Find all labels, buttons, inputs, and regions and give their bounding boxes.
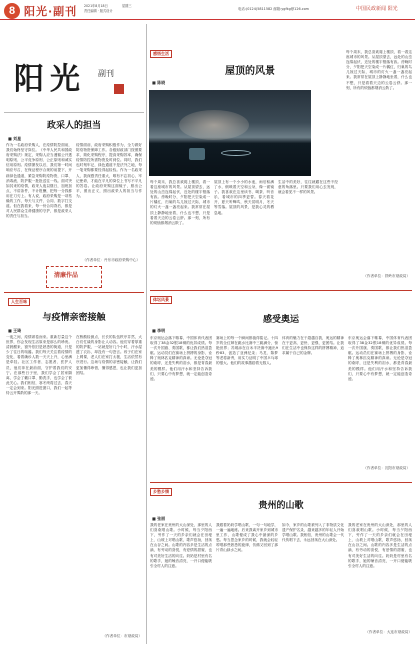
article-tag: 感悟生活	[150, 50, 172, 58]
article-tag: 乡愁乡情	[150, 488, 172, 496]
column-divider	[146, 24, 147, 644]
article-note: （作者单位：市财政局）	[102, 634, 142, 638]
divider	[150, 482, 412, 483]
article-body-col2: 赛场上的每一个瞬间都值得铭记。十四岁的全红婵在跳水比赛中三跳满分，惊艳世界；苏炳添在百米半决赛中跑出9秒83，创造了亚洲纪录；马龙、陈梦等老将新秀，用实力证明了中国乒乓球的强大。他们的故事激励着无数人。	[216, 336, 278, 366]
article-body: 每个周末，我总喜欢爬上楼顶，看一看这座城市的风景。从屋顶望去，远处的山峦连绵起伏，近处的楼宇错落有致。傍晚时分，夕阳把天空染成一片橘红，归巢的鸟儿掠过天际，城市的灯火一盏一盏亮起来。我常常在屋顶上静静地坐着，什么也不想，只是看着天边的云卷云舒。那一刻，所有的烦恼都烟消云散了。	[150, 180, 210, 225]
banner-title: 阳光	[14, 62, 86, 97]
article-note: （作者单位：沈阳市财政局）	[363, 466, 410, 470]
article-body-col3: 体育的魅力在于超越自我，奥运的精神在于更高、更快、更强、更团结。让我们在生活中也保持这样的拼搏精神，追求属于自己的金牌。	[282, 336, 344, 356]
article-headline: 屋顶的风景	[225, 66, 275, 77]
page-number-badge: 8	[4, 3, 20, 19]
contact-line: 电话:(0124)5811582 邮箱:ygfkg@126.com	[238, 7, 309, 11]
article-body-col2: 在核酸检测点，长长的队伍秩序井然，大白们忙碌的身影让人动容。他们穿着厚重的防护服，一站就是好几个小时，汗水湿透了衣衫，却没有一句怨言。孩子们在家上网课，老人们在家打太极，生活依然有序进行。这场与疫情的亲密接触，让我们更加懂得珍惜，懂得感恩，也让我们更加团结。	[76, 335, 142, 375]
article-body-col2: 屋顶上有一个小小的水池，雨后积满了水，倒映着天空和云朵，像一面镜子。我喜欢在这里读书、喝茶、听音乐，看城市的四季更替。春天看花开，夏天听蝉鸣，秋天赏明月，冬天等雪落。屋顶的风景，是我心灵的栖息地。	[214, 180, 274, 215]
section-banner	[4, 24, 144, 108]
article-body: 一夜之间，疫情席卷而来。重新打量这个世界，你会发现生活原来是那么的珍贵。清晨醒来，窗外依旧是熟悉的街道，只是少了往日的喧嚣。我们每天关注着疫情的变化，看着确诊人数一天天上升，心里满是牵挂。社区工作者、志愿者、医护人员，他们冲在最前面，守护着我们的安宁。在那些日子里，我们学会了居家隔离，学会了戴口罩、勤洗手，也学会了彼此关心。我们相信，寒冬终将过去，春天一定会到来。阳光照进窗口，我们一起等待云开雾散的那一天。	[6, 335, 72, 396]
article-headline: 政采人的担当	[46, 121, 101, 131]
article-headline: 贵州的山歌	[258, 501, 304, 511]
article-tag: 人生百味	[8, 298, 30, 306]
article-body-col4: 每个周末，我总喜欢爬上楼顶，看一看这座城市的风景。从屋顶望去，远处的山峦连绵起伏，近处的楼宇错落有致。傍晚时分，夕阳把天空染成一片橘红，归巢的鸟儿掠过天际，城市的灯火一盏一盏亮起来。我常常在屋顶上静静地坐着，什么也不想，只是看着天边的云卷云舒。那一刻，所有的烦恼都烟消云散了。	[346, 50, 412, 90]
article-body-col2: 疫情面前，政府采购积极作为，全力做好防疫物资保障工作。各级财政部门按照要求，简化采购程序，提高采购效率，确保疫情防控所需物资及时到位。同时，我们也时刻牢记，绿色通道不是法外之地，每一笔采购都要经得起检验。作为一名政采人，我深感责任重大，唯有不忘初心，牢记使命，才能在平凡的岗位上书写不平凡的答卷。让政府采购这面镜子，照出公平，照出正义，照出政采人的担当与作为。	[76, 143, 142, 198]
divider	[150, 290, 412, 291]
article-byline: ■ 李明	[152, 328, 166, 333]
photo-reflection	[189, 148, 205, 160]
article-byline: ■ 陈晓	[152, 80, 166, 85]
article-byline: ■ 刘星	[8, 136, 22, 141]
article-body-col4: 东京奥运会落下帷幕，中国体育代表团取得了38金32银18铜的优异成绩。每一次升国旗、奏国歌，都让我们热泪盈眶。运动员们在赛场上拼搏的身影，诠释了奥林匹克精神的真谛。无论是夺冠的欢呼，还是失利的泪水，都是青春最美的模样。他们用汗水和坚持告诉我们，只要心中有梦想，就一定能创造奇迹。	[348, 336, 412, 381]
seal-icon	[114, 84, 124, 94]
section-title: 阳光·副刊	[24, 5, 78, 18]
article-byline: ■ 王琦	[8, 328, 22, 333]
article-headline: 感受奥运	[262, 315, 299, 325]
article-body: 作为一名政府采购人，在疫情防控面前，我们始终坚守岗位。《中华人民共和国政府采购法》规定，采购人应当遵循公开透明原则、公平竞争原则、公正原则和诚实信用原则。疫情暴发以后，我们第一时间响应号召，在保证程序合规的前提下，开辟绿色通道，紧急采购防疫物资，口罩、消毒液、防护服一批批送往一线。面对突如其来的疫情，政采人夜以继日，加班加点，不讲条件，不计报酬，把每一分钱都用在刀刃上。有人说，政府采购是一项枯燥的工作，每天与文件、合同、数字打交道。但在我看来，每一份合同背后，都是对人民群众生命健康的守护，都是政采人的责任与担当。	[6, 143, 72, 219]
article-headline: 与疫情亲密接触	[42, 313, 106, 323]
article-byline: ■ 张丽	[152, 516, 166, 521]
stamp-text: 清廉作品	[54, 272, 79, 279]
article-body: 东京奥运会落下帷幕，中国体育代表团取得了38金32银18铜的优异成绩。每一次升国旗、奏国歌，都让我们热泪盈眶。运动员们在赛场上拼搏的身影，诠释了奥林匹克精神的真谛。无论是夺冠的欢呼，还是失利的泪水，都是青春最美的模样。他们用汗水和坚持告诉我们，只要心中有梦想，就一定能创造奇迹。	[150, 336, 212, 381]
issue-weekday: 星期三	[122, 4, 132, 8]
article-body-col4: 我的老家在贵州的大山深处，那里的人们喜欢唱山歌。小时候，每当夕阳西下，劳作了一天的乡亲们就会在田埂上、山坡上对唱山歌，歌声悠扬，回荡在山谷之间。山歌的内容多是生活的点滴，有劳动的喜悦，有爱情的甜蜜，也有对美好生活的向往。奶奶是村里有名的歌手，她的嗓音清亮，一开口便能吸引全村人的注意。	[348, 523, 412, 568]
article-tag: 体坛风景	[150, 296, 172, 304]
article-note: （作者单位：大连市财政局）	[365, 630, 412, 634]
photo-ripple	[221, 150, 251, 156]
article-body-col3: 如今，家乡的山歌被列入了非物质文化遗产保护名录，越来越多的年轻人开始学唱山歌。我相信，贵州的山歌会一代代传唱下去，永远回荡在大山深处。	[282, 523, 344, 543]
article-body: 我的老家在贵州的大山深处，那里的人们喜欢唱山歌。小时候，每当夕阳西下，劳作了一天的乡亲们就会在田埂上、山坡上对唱山歌，歌声悠扬，回荡在山谷之间。山歌的内容多是生活的点滴，有劳动的喜悦，有爱情的甜蜜，也有对美好生活的向往。奶奶是村里有名的歌手，她的嗓音清亮，一开口便能吸引全村人的注意。	[150, 523, 212, 568]
masthead	[0, 0, 415, 20]
article-note: （作者单位：丹东市政府采购中心）	[82, 258, 140, 262]
article-note: （作者单位：铁岭市财政局）	[363, 274, 410, 278]
issue-date: 2021年8月18日	[84, 4, 108, 8]
rooftop-photo	[149, 90, 311, 176]
article-body-col2: 我跟着奶奶学唱山歌，一句一句地学，一遍一遍地练。后来我离开家乡到城市里工作，山歌便成了我心中最深的乡愁。每当思念家乡的时候，我就会轻轻哼唱那些熟悉的旋律，仿佛又回到了那片青山绿水之间。	[216, 523, 278, 553]
banner-side-text: 副刊	[98, 69, 114, 78]
divider	[4, 292, 144, 293]
article-body-col3: 生活中的美好，往往就藏在这些不经意的角落里。只要我们用心去发现，就会看见不一样的风景。	[278, 180, 338, 195]
editor-line: 责任编辑 · 版式设计	[84, 9, 113, 13]
divider	[4, 112, 144, 113]
photo-light-glow	[179, 110, 249, 140]
masthead-logo-text: 中国民政新闻 阳光	[356, 6, 398, 12]
